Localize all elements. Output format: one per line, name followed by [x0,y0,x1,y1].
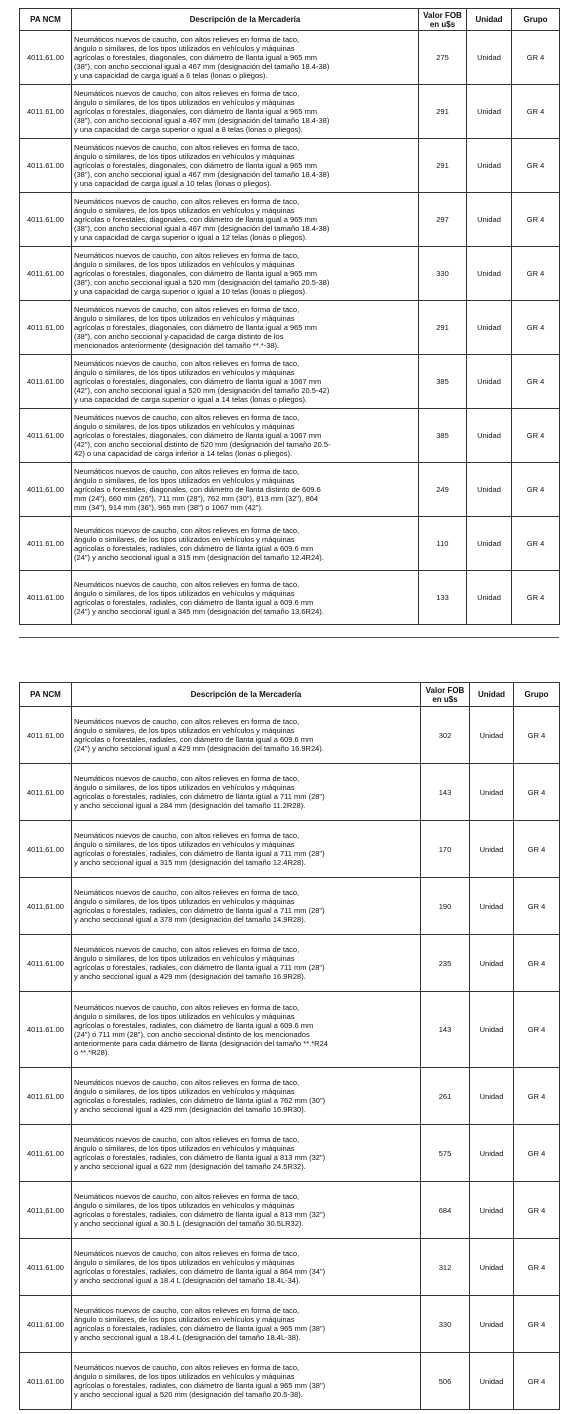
table-row [20,707,560,764]
header-unidad: Unidad [467,9,512,31]
cell-grupo: GR 4 [512,463,560,517]
cell-pa-ncm: 4011.61.00 [20,247,72,301]
cell-grupo: GR 4 [512,193,560,247]
cell-pa-ncm: 4011.61.00 [20,707,72,764]
cell-pa-ncm: 4011.61.00 [20,1239,72,1296]
cell-valor-fob: 235 [421,935,470,992]
cell-pa-ncm: 4011.61.00 [20,193,72,247]
cell-unidad: Unidad [470,821,514,878]
header-valor-fob: Valor FOB en u$s [421,683,470,707]
table-row [20,571,560,625]
cell-valor-fob: 302 [421,707,470,764]
cell-pa-ncm: 4011.61.00 [20,1296,72,1353]
table-divider [19,637,559,638]
cell-unidad: Unidad [467,247,512,301]
cell-descripcion: Neumáticos nuevos de caucho, con altos relieves en forma de taco, ángulo o similares, de los tipos utilizados en vehículos y máquinas agrícolas o forestales, radiales, con diámetro de llanta igual a 711 mm (28") y ancho seccional igual a 378 mm (designación del tamaño 14.9R28). [72,878,421,935]
table-row [20,355,560,409]
cell-valor-fob: 385 [419,355,467,409]
table-header [20,9,560,31]
cell-valor-fob: 110 [419,517,467,571]
cell-valor-fob: 330 [421,1296,470,1353]
table-row [20,31,560,85]
cell-grupo: GR 4 [514,1353,560,1410]
cell-grupo: GR 4 [512,139,560,193]
cell-descripcion: Neumáticos nuevos de caucho, con altos relieves en forma de taco, ángulo o similares, de los tipos utilizados en vehículos y máquinas agrícolas o forestales, diagonales, con diámetro de llanta igual a 965 mm (38"), con ancho seccional igual a 520 mm (designación del tamaño 20.5-38) y una capacidad de carga superior o igual a 10 telas (lonas o pliegos). [72,247,419,301]
header-descripcion: Descripción de la Mercadería [72,683,421,707]
cell-pa-ncm: 4011.61.00 [20,463,72,517]
cell-valor-fob: 261 [421,1068,470,1125]
cell-grupo: GR 4 [514,1239,560,1296]
cell-descripcion: Neumáticos nuevos de caucho, con altos relieves en forma de taco, ángulo o similares, de los tipos utilizados en vehículos y máquinas agrícolas o forestales, diagonales, con diámetro de llanta igual a 1067 mm (42"), con ancho seccional igual a 520 mm (designación del tamaño 20.5-42) y una capacidad de carga superior o igual a 14 telas (lonas o pliegos). [72,355,419,409]
table-row [20,878,560,935]
cell-unidad: Unidad [470,878,514,935]
table-row [20,992,560,1068]
cell-descripcion: Neumáticos nuevos de caucho, con altos relieves en forma de taco, ángulo o similares, de los tipos utilizados en vehículos y máquinas agrícolas o forestales, diagonales, con diámetro de llanta igual a 965 mm (38"), con ancho seccional igual a 467 mm (designación del tamaño 18.4-38) y una capacidad de carga igual a 10 telas (lonas o pliegos). [72,139,419,193]
cell-unidad: Unidad [470,1125,514,1182]
table-row [20,821,560,878]
table-row [20,935,560,992]
cell-descripcion: Neumáticos nuevos de caucho, con altos relieves en forma de taco, ángulo o similares, de los tipos utilizados en vehículos y máquinas agrícolas o forestales, diagonales, con diámetro de llanta igual a 1067 mm (42"), con ancho seccional distinto de 520 mm (designación del tamaño 20.5- 42) o una capacidad de carga inferior a 14 telas (lonas o pliegos). [72,409,419,463]
cell-descripcion: Neumáticos nuevos de caucho, con altos relieves en forma de taco, ángulo o similares, de los tipos utilizados en vehículos y máquinas agrícolas o forestales, diagonales, con diámetro de llanta distinto de 609.6 mm (24"), 660 mm (26"), 711 mm (28"), 762 mm (30"), 813 mm (32"), 864 mm (34"), 914 mm (36"), 965 mm (38") o 1067 mm (42"). [72,463,419,517]
cell-unidad: Unidad [467,31,512,85]
cell-descripcion: Neumáticos nuevos de caucho, con altos relieves en forma de taco, ángulo o similares, de los tipos utilizados en vehículos y máquinas agrícolas o forestales, radiales, con diámetro de llanta igual a 609.6 mm (24") ó 711 mm (28"), con ancho seccional distinto de los mencionados anteriormente para cada diámetro de llanta (designación del tamaño **.*R24 ó **.*R28). [72,992,421,1068]
cell-pa-ncm: 4011.61.00 [20,1068,72,1125]
cell-grupo: GR 4 [512,571,560,625]
table-row [20,1182,560,1239]
cell-unidad: Unidad [470,707,514,764]
table-row [20,1068,560,1125]
cell-valor-fob: 133 [419,571,467,625]
cell-grupo: GR 4 [514,992,560,1068]
cell-valor-fob: 275 [419,31,467,85]
header-descripcion: Descripción de la Mercadería [72,9,419,31]
cell-unidad: Unidad [467,409,512,463]
table-row [20,764,560,821]
table-row [20,1239,560,1296]
cell-grupo: GR 4 [512,247,560,301]
cell-descripcion: Neumáticos nuevos de caucho, con altos relieves en forma de taco, ángulo o similares, de los tipos utilizados en vehículos y máquinas agrícolas o forestales, diagonales, con diámetro de llanta igual a 965 mm (38"), con ancho seccional y capacidad de carga distinto de los mencionados anteriormente (designación del tamaño **.*-38). [72,301,419,355]
header-unidad: Unidad [470,683,514,707]
cell-pa-ncm: 4011.61.00 [20,31,72,85]
cell-valor-fob: 249 [419,463,467,517]
table-row [20,463,560,517]
header-grupo: Grupo [514,683,560,707]
table-row [20,247,560,301]
cell-unidad: Unidad [467,301,512,355]
cell-unidad: Unidad [467,517,512,571]
table-row [20,1353,560,1410]
cell-descripcion: Neumáticos nuevos de caucho, con altos relieves en forma de taco, ángulo o similares, de los tipos utilizados en vehículos y máquinas agrícolas o forestales, diagonales, con diámetro de llanta igual a 965 mm (38"), con ancho seccional igual a 467 mm (designación del tamaño 18.4-38) y una capacidad de carga superior o igual a 12 telas (lonas o pliegos). [72,193,419,247]
cell-unidad: Unidad [470,1353,514,1410]
cell-descripcion: Neumáticos nuevos de caucho, con altos relieves en forma de taco, ángulo o similares, de los tipos utilizados en vehículos y máquinas agrícolas o forestales, radiales, con diámetro de llanta igual a 864 mm (34") y ancho seccional igual a 18.4 L (designación del tamaño 18.4L-34). [72,1239,421,1296]
cell-pa-ncm: 4011.61.00 [20,409,72,463]
cell-descripcion: Neumáticos nuevos de caucho, con altos relieves en forma de taco, ángulo o similares, de los tipos utilizados en vehículos y máquinas agrícolas o forestales, radiales, con diámetro de llanta igual a 813 mm (32") y ancho seccional igual a 30.5 L (designación del tamaño 30.5LR32). [72,1182,421,1239]
tariff-table-1 [19,8,560,625]
table-row [20,1125,560,1182]
cell-unidad: Unidad [467,139,512,193]
cell-descripcion: Neumáticos nuevos de caucho, con altos relieves en forma de taco, ángulo o similares, de los tipos utilizados en vehículos y máquinas agrícolas o forestales, radiales, con diámetro de llanta igual a 609.6 mm (24") y ancho seccional igual a 315 mm (designación del tamaño 12.4R24). [72,517,419,571]
cell-descripcion: Neumáticos nuevos de caucho, con altos relieves en forma de taco, ángulo o similares, de los tipos utilizados en vehículos y máquinas agrícolas o forestales, radiales, con diámetro de llanta igual a 965 mm (38") y ancho seccional igual a 520 mm (designación del tamaño 20.5-38). [72,1353,421,1410]
cell-descripcion: Neumáticos nuevos de caucho, con altos relieves en forma de taco, ángulo o similares, de los tipos utilizados en vehículos y máquinas agrícolas o forestales, diagonales, con diámetro de llanta igual a 965 mm (38"), con ancho seccional igual a 467 mm (designación del tamaño 18.4-38) y una capacidad de carga superior o igual a 8 telas (lonas o pliegos). [72,85,419,139]
header-valor-fob: Valor FOB en u$s [419,9,467,31]
cell-valor-fob: 506 [421,1353,470,1410]
cell-grupo: GR 4 [514,707,560,764]
cell-unidad: Unidad [467,193,512,247]
tariff-table-2 [19,682,560,1410]
cell-pa-ncm: 4011.61.00 [20,821,72,878]
cell-descripcion: Neumáticos nuevos de caucho, con altos relieves en forma de taco, ángulo o similares, de los tipos utilizados en vehículos y máquinas agrícolas o forestales, radiales, con diámetro de llanta igual a 965 mm (38") y ancho seccional igual a 18.4 L (designación del tamaño 18.4L-38). [72,1296,421,1353]
cell-unidad: Unidad [467,463,512,517]
cell-pa-ncm: 4011.61.00 [20,139,72,193]
cell-pa-ncm: 4011.61.00 [20,355,72,409]
cell-descripcion: Neumáticos nuevos de caucho, con altos relieves en forma de taco, ángulo o similares, de los tipos utilizados en vehículos y máquinas agrícolas o forestales, radiales, con diámetro de llanta igual a 762 mm (30") y ancho seccional igual a 429 mm (designación del tamaño 16.9R30). [72,1068,421,1125]
cell-grupo: GR 4 [512,85,560,139]
cell-unidad: Unidad [467,85,512,139]
header-pa-ncm: PA NCM [20,683,72,707]
table-row [20,1296,560,1353]
cell-unidad: Unidad [470,1239,514,1296]
cell-unidad: Unidad [470,935,514,992]
table-row [20,517,560,571]
table-row [20,85,560,139]
cell-grupo: GR 4 [514,1182,560,1239]
cell-grupo: GR 4 [514,1068,560,1125]
cell-valor-fob: 143 [421,992,470,1068]
cell-unidad: Unidad [470,764,514,821]
cell-pa-ncm: 4011.61.00 [20,301,72,355]
cell-unidad: Unidad [470,992,514,1068]
cell-valor-fob: 291 [419,301,467,355]
cell-grupo: GR 4 [512,517,560,571]
cell-valor-fob: 330 [419,247,467,301]
header-pa-ncm: PA NCM [20,9,72,31]
table-header [20,683,560,707]
cell-pa-ncm: 4011.61.00 [20,1353,72,1410]
cell-pa-ncm: 4011.61.00 [20,878,72,935]
cell-unidad: Unidad [470,1296,514,1353]
cell-grupo: GR 4 [512,31,560,85]
cell-valor-fob: 170 [421,821,470,878]
cell-grupo: GR 4 [514,878,560,935]
cell-valor-fob: 684 [421,1182,470,1239]
cell-pa-ncm: 4011.61.00 [20,764,72,821]
cell-grupo: GR 4 [514,821,560,878]
cell-valor-fob: 291 [419,139,467,193]
cell-descripcion: Neumáticos nuevos de caucho, con altos relieves en forma de taco, ángulo o similares, de los tipos utilizados en vehículos y máquinas agrícolas o forestales, radiales, con diámetro de llanta igual a 711 mm (28") y ancho seccional igual a 429 mm (designación del tamaño 16.9R28). [72,935,421,992]
cell-grupo: GR 4 [514,1125,560,1182]
cell-descripcion: Neumáticos nuevos de caucho, con altos relieves en forma de taco, ángulo o similares, de los tipos utilizados en vehículos y máquinas agrícolas o forestales, radiales, con diámetro de llanta igual a 711 mm (28") y ancho seccional igual a 284 mm (designación del tamaño 11.2R28). [72,764,421,821]
cell-unidad: Unidad [470,1182,514,1239]
cell-valor-fob: 297 [419,193,467,247]
cell-grupo: GR 4 [514,1296,560,1353]
table-row [20,301,560,355]
cell-pa-ncm: 4011.61.00 [20,1125,72,1182]
cell-unidad: Unidad [467,355,512,409]
cell-pa-ncm: 4011.61.00 [20,935,72,992]
cell-descripcion: Neumáticos nuevos de caucho, con altos relieves en forma de taco, ángulo o similares, de los tipos utilizados en vehículos y máquinas agrícolas o forestales, radiales, con diámetro de llanta igual a 609.6 mm (24") y ancho seccional igual a 345 mm (designación del tamaño 13.6R24). [72,571,419,625]
cell-descripcion: Neumáticos nuevos de caucho, con altos relieves en forma de taco, ángulo o similares, de los tipos utilizados en vehículos y máquinas agrícolas o forestales, radiales, con diámetro de llanta igual a 711 mm (28") y ancho seccional igual a 315 mm (designación del tamaño 12.4R28). [72,821,421,878]
table-body [20,31,560,625]
table-row [20,409,560,463]
cell-grupo: GR 4 [514,764,560,821]
cell-descripcion: Neumáticos nuevos de caucho, con altos relieves en forma de taco, ángulo o similares, de los tipos utilizados en vehículos y máquinas agrícolas o forestales, radiales, con diámetro de llanta igual a 609.6 mm (24") y ancho seccional igual a 429 mm (designación del tamaño 16.9R24). [72,707,421,764]
cell-valor-fob: 190 [421,878,470,935]
cell-pa-ncm: 4011.61.00 [20,571,72,625]
cell-grupo: GR 4 [512,355,560,409]
table-row [20,193,560,247]
cell-valor-fob: 312 [421,1239,470,1296]
cell-grupo: GR 4 [514,935,560,992]
cell-grupo: GR 4 [512,409,560,463]
cell-valor-fob: 575 [421,1125,470,1182]
cell-pa-ncm: 4011.61.00 [20,517,72,571]
cell-unidad: Unidad [467,571,512,625]
cell-valor-fob: 385 [419,409,467,463]
table-row [20,139,560,193]
cell-descripcion: Neumáticos nuevos de caucho, con altos relieves en forma de taco, ángulo o similares, de los tipos utilizados en vehículos y máquinas agrícolas o forestales, radiales, con diámetro de llanta igual a 813 mm (32") y ancho seccional igual a 622 mm (designación del tamaño 24.5R32). [72,1125,421,1182]
cell-valor-fob: 143 [421,764,470,821]
cell-descripcion: Neumáticos nuevos de caucho, con altos relieves en forma de taco, ángulo o similares, de los tipos utilizados en vehículos y máquinas agrícolas o forestales, diagonales, con diámetro de llanta igual a 965 mm (38"), con ancho seccional igual a 467 mm (designación del tamaño 18.4-38) y una capacidad de carga igual a 6 telas (lonas o pliegos). [72,31,419,85]
header-grupo: Grupo [512,9,560,31]
cell-pa-ncm: 4011.61.00 [20,85,72,139]
table-body [20,707,560,1410]
cell-unidad: Unidad [470,1068,514,1125]
cell-pa-ncm: 4011.61.00 [20,1182,72,1239]
cell-grupo: GR 4 [512,301,560,355]
cell-valor-fob: 291 [419,85,467,139]
cell-pa-ncm: 4011.61.00 [20,992,72,1068]
